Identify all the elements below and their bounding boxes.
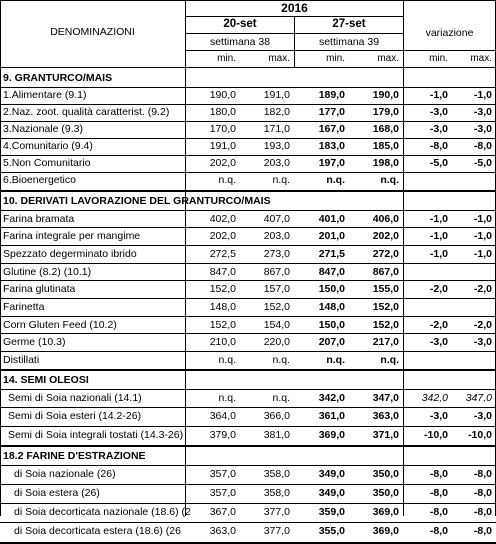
table-cell: 357,0	[209, 468, 236, 480]
table-cell: 180,0	[209, 106, 236, 118]
table-cell: 357,0	[209, 487, 236, 499]
table-cell: 191,0	[263, 89, 290, 101]
table-cell: n.q.	[380, 174, 399, 186]
table-cell: 355,0	[318, 525, 345, 537]
table-cell: 179,0	[372, 106, 399, 118]
table-cell: 347,0	[465, 392, 492, 404]
table-cell: -1,0	[429, 89, 448, 101]
table-cell: 157,0	[263, 283, 290, 295]
row-label: 4.Comunitario (9.4)	[3, 140, 93, 152]
table-cell: n.q.	[272, 354, 290, 366]
table-cell: 406,0	[372, 213, 399, 225]
table-cell: -2,0	[473, 283, 492, 295]
table-cell: 150,0	[318, 283, 345, 295]
row-label: Glutine (8.2) (10.1)	[3, 266, 92, 278]
section-title: 14. SEMI OLEOSI	[3, 373, 89, 386]
row-label: 5.Non Comunitario	[3, 157, 91, 169]
table-cell: 198,0	[372, 157, 399, 169]
table-cell: -1,0	[473, 89, 492, 101]
row-divider	[0, 67, 496, 68]
table-cell: 402,0	[209, 213, 236, 225]
table-cell: 358,0	[263, 487, 290, 499]
table-cell: -3,0	[429, 106, 448, 118]
table-cell: 152,0	[372, 319, 399, 331]
row-label: Farinetta	[3, 301, 45, 313]
table-cell: -3,0	[473, 123, 492, 135]
table-cell: -2,0	[429, 283, 448, 295]
row-label: Semi di Soia integrali tostati (14.3-26)	[8, 429, 184, 441]
table-cell: -2,0	[429, 319, 448, 331]
table-cell: 148,0	[209, 301, 236, 313]
header-min: min.	[429, 53, 448, 64]
row-label: 2.Naz. zoot. qualità caratterist. (9.2)	[3, 106, 170, 118]
table-cell: 202,0	[209, 157, 236, 169]
table-cell: 177,0	[318, 106, 345, 118]
table-cell	[450, 298, 492, 316]
table-cell: 190,0	[209, 89, 236, 101]
table-cell: 401,0	[318, 213, 345, 225]
table-cell: 168,0	[372, 123, 399, 135]
table-cell: 272,5	[209, 248, 236, 260]
table-cell: 369,0	[372, 525, 399, 537]
table-cell: 364,0	[209, 410, 236, 422]
table-cell: 363,0	[209, 525, 236, 537]
row-label: di Soia nazionale (26)	[14, 468, 116, 480]
row-divider	[186, 50, 495, 51]
table-cell: 190,0	[372, 89, 399, 101]
table-cell: 363,0	[372, 410, 399, 422]
table-cell: -5,0	[473, 157, 492, 169]
table-cell: n.q.	[326, 174, 345, 186]
table-cell: -2,0	[473, 319, 492, 331]
table-cell: 342,0	[318, 392, 345, 404]
table-cell: -3,0	[473, 336, 492, 348]
table-cell: -8,0	[429, 468, 448, 480]
table-cell: 342,0	[421, 392, 448, 404]
table-cell: 371,0	[372, 429, 399, 441]
table-cell: 273,0	[263, 248, 290, 260]
table-cell: -3,0	[429, 336, 448, 348]
row-label: 3.Nazionale (9.3)	[3, 123, 83, 135]
header-max: max.	[377, 53, 399, 64]
table-cell: 210,0	[209, 336, 236, 348]
table-cell: -8,0	[429, 487, 448, 499]
table-cell	[404, 263, 448, 281]
table-cell: 185,0	[372, 140, 399, 152]
table-cell: 349,0	[318, 487, 345, 499]
table-cell	[450, 351, 492, 369]
table-cell: 182,0	[263, 106, 290, 118]
table-cell: 203,0	[263, 157, 290, 169]
row-label: Corn Gluten Feed (10.2)	[3, 319, 117, 331]
header-week-1: settimana 38	[209, 36, 271, 48]
table-cell: 847,0	[209, 266, 236, 278]
row-label: Farina integrale per mangime	[3, 230, 141, 242]
table-cell: 152,0	[372, 301, 399, 313]
table-cell: -8,0	[429, 525, 448, 537]
table-cell: -8,0	[473, 506, 492, 518]
header-max: max.	[470, 53, 492, 64]
header-max: max.	[268, 53, 290, 64]
header-date-1: 20-set	[223, 18, 257, 30]
row-label: di Soia decorticata estera (18.6) (26	[14, 525, 181, 537]
table-cell: 377,0	[263, 506, 290, 518]
table-cell: -5,0	[429, 157, 448, 169]
table-cell: 847,0	[318, 266, 345, 278]
table-cell: -10,0	[424, 429, 448, 441]
table-cell: 347,0	[372, 392, 399, 404]
table-cell: 171,0	[263, 123, 290, 135]
table-cell: 350,0	[372, 468, 399, 480]
table-cell: -8,0	[473, 140, 492, 152]
row-label: Semi di Soia esteri (14.2-26)	[8, 410, 142, 422]
table-cell: 369,0	[372, 506, 399, 518]
table-cell: n.q.	[272, 392, 290, 404]
row-label: di Soia decorticata nazionale (18.6) (2	[14, 506, 191, 518]
row-label: Distillati	[3, 354, 40, 366]
table-cell: 220,0	[263, 336, 290, 348]
row-label: 6.Bioenergetico	[3, 174, 76, 186]
table-cell: -1,0	[473, 248, 492, 260]
table-cell: 152,0	[209, 319, 236, 331]
header-min: min.	[326, 53, 345, 64]
table-cell: 369,0	[318, 429, 345, 441]
table-cell: 217,0	[372, 336, 399, 348]
table-cell: n.q.	[218, 354, 236, 366]
table-cell: n.q.	[218, 392, 236, 404]
table-cell: -1,0	[429, 230, 448, 242]
header-min: min.	[217, 53, 236, 64]
table-cell: 202,0	[372, 230, 399, 242]
table-cell: 272,0	[372, 248, 399, 260]
table-cell: 361,0	[318, 410, 345, 422]
table-cell: 197,0	[318, 157, 345, 169]
row-label: Germe (10.3)	[3, 336, 66, 348]
table-cell: -1,0	[429, 213, 448, 225]
table-cell: -3,0	[429, 410, 448, 422]
row-label: di Soia estera (26)	[14, 487, 100, 499]
table-cell: 183,0	[318, 140, 345, 152]
table-cell: 381,0	[263, 429, 290, 441]
table-cell: 202,0	[209, 230, 236, 242]
table-cell: -8,0	[473, 468, 492, 480]
table-cell: 379,0	[209, 429, 236, 441]
section-title: 9. GRANTURCO/MAIS	[3, 72, 113, 84]
table-cell	[450, 263, 492, 281]
table-cell: n.q.	[272, 174, 290, 186]
header-week-2: settimana 39	[318, 36, 380, 48]
table-cell	[450, 172, 492, 189]
table-cell	[404, 351, 448, 369]
table-cell: 148,0	[318, 301, 345, 313]
row-label: Semi di Soia nazionali (14.1)	[8, 392, 142, 404]
table-cell: -8,0	[429, 140, 448, 152]
table-cell: 349,0	[318, 468, 345, 480]
table-cell: n.q.	[326, 354, 345, 366]
row-label: 1.Alimentare (9.1)	[3, 89, 87, 101]
table-cell: 366,0	[263, 410, 290, 422]
table-cell: -3,0	[473, 106, 492, 118]
table-cell	[404, 172, 448, 189]
table-cell: -8,0	[473, 487, 492, 499]
table-cell: 203,0	[263, 230, 290, 242]
table-cell: 154,0	[263, 319, 290, 331]
table-cell: 155,0	[372, 283, 399, 295]
table-cell: -1,0	[429, 248, 448, 260]
row-label: Farina glutinata	[3, 283, 76, 295]
table-cell: 358,0	[263, 468, 290, 480]
table-cell: 189,0	[318, 89, 345, 101]
table-cell: 377,0	[263, 525, 290, 537]
table-cell: 167,0	[318, 123, 345, 135]
table-cell: -3,0	[429, 123, 448, 135]
table-cell: 350,0	[372, 487, 399, 499]
table-cell: -10,0	[468, 429, 492, 441]
table-cell: -1,0	[473, 213, 492, 225]
table-cell: -8,0	[473, 525, 492, 537]
table-cell: -8,0	[429, 506, 448, 518]
section-title: 18.2 FARINE D'ESTRAZIONE	[3, 449, 146, 462]
table-cell: n.q.	[218, 174, 236, 186]
table-cell: -3,0	[473, 410, 492, 422]
table-cell: 867,0	[263, 266, 290, 278]
table-cell: 191,0	[209, 140, 236, 152]
header-date-2: 27-set	[332, 18, 366, 30]
table-cell: 867,0	[372, 266, 399, 278]
table-cell: 152,0	[263, 301, 290, 313]
header-denominazioni: DENOMINAZIONI	[50, 26, 135, 38]
table-cell: -1,0	[473, 230, 492, 242]
section-title: 10. DERIVATI LAVORAZIONE DEL GRANTURCO/MAIS	[3, 194, 271, 207]
header-variazione: variazione	[425, 27, 474, 39]
table-cell	[404, 298, 448, 316]
table-cell: 170,0	[209, 123, 236, 135]
table-cell: 201,0	[318, 230, 345, 242]
table-cell: 359,0	[318, 506, 345, 518]
table-cell: 150,0	[318, 319, 345, 331]
table-cell: 367,0	[209, 506, 236, 518]
table-cell: 152,0	[209, 283, 236, 295]
header-year: 2016	[281, 1, 308, 15]
table-border-left	[0, 0, 1, 516]
table-cell: 193,0	[263, 140, 290, 152]
table-cell: n.q.	[380, 354, 399, 366]
row-label: Spezzato degerminato ibrido	[3, 248, 137, 260]
table-cell: 407,0	[263, 213, 290, 225]
table-cell: 207,0	[318, 336, 345, 348]
table-cell: 271,5	[318, 248, 345, 260]
row-label: Farina bramata	[3, 213, 75, 225]
